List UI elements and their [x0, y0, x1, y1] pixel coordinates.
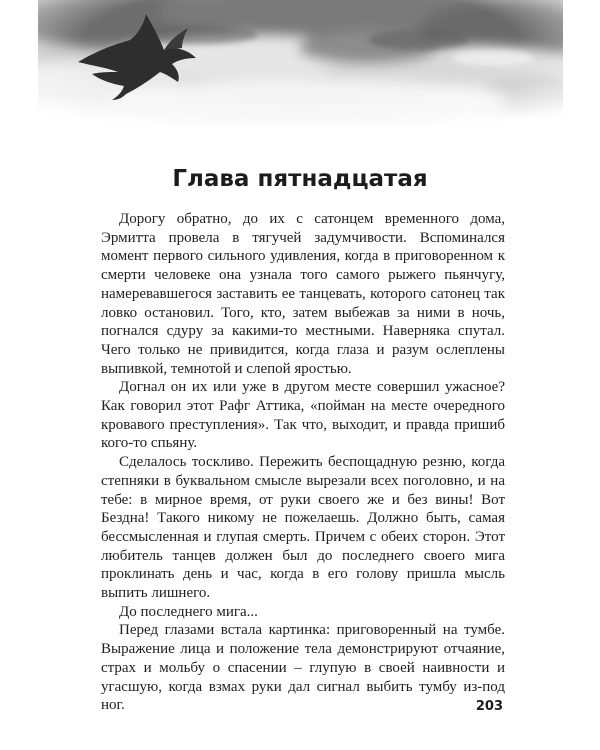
page-number: 203: [475, 699, 503, 714]
paragraph: Догнал он их или уже в другом месте совершил ужасное? Как говорил этот Рафг Аттика, «пойман на месте очередного кровавого преступления». Так что, выходит, и правда пришиб кого-то спьяну.: [101, 379, 505, 452]
paragraph: До последнего мига...: [119, 603, 258, 620]
chapter-title: Глава пятнадцатая: [172, 166, 428, 192]
paragraph: Сделалось тоскливо. Пережить беспощадную резню, когда степняки в буквальном смысле вырезали всех поголовно, и на тебе: в мирное время, от руки своего же и без вины! Вот Бездна! Такого никому не пожелаешь. Должно быть, самая бессмысленная и глупая смерть. Причем с обеих сторон. Этот любитель танцев должен был до последнего своего мига проклинать день и час, когда в его голову пришла мысль выпить лишнего.: [101, 454, 505, 602]
paragraph: Перед глазами встала картинка: приговоренный на тумбе. Выражение лица и положение тела демонстрируют отчаяние, страх и мольбу о спасении – глупую в своей наивности и угасшую, когда взмах руки дал сигнал выбить тумбу из-под ног.: [101, 622, 505, 714]
chapter-body: [101, 210, 505, 715]
dragon-icon: [38, 0, 563, 135]
paragraph: Дорогу обратно, до их с сатонцем временного дома, Эрмитта провела в тягучей задумчивости. Вспоминался момент первого сильного удивления, когда в приговоренном к смерти человеке она узнала того самого рыжего пьянчугу, намеревавшегося заставить ее танцевать, которого сатонец так ловко остановил. Того, кто, затем выбежав за ними в ночь, погнался сдуру за какими-то местными. Наверняка спутал. Чего только не привидится, когда глаза и разум ослеплены выпивкой, темнотой и слепой яростью.: [101, 211, 505, 377]
dragon-in-clouds-illustration: [38, 0, 563, 135]
